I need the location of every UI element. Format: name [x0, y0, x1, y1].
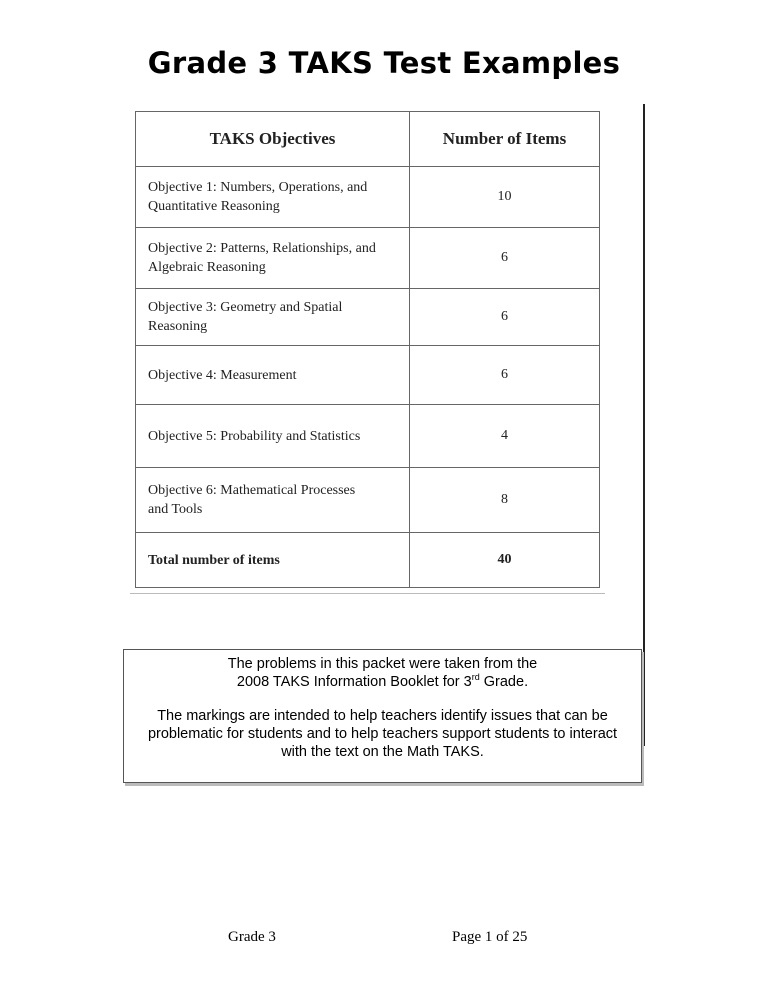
objective-line: Objective 5: Probability and Statistics	[148, 428, 361, 444]
objective-line: Objective 2: Patterns, Relationships, and	[148, 241, 376, 256]
header-number-of-items: Number of Items	[410, 112, 600, 167]
items-cell: 6	[410, 228, 600, 289]
table-row	[136, 228, 600, 289]
items-cell: 6	[410, 289, 600, 346]
info-line: The markings are intended to help teachers identify issues that can be	[157, 708, 608, 724]
items-cell: 4	[410, 405, 600, 468]
items-cell: 6	[410, 346, 600, 405]
header-objectives: TAKS Objectives	[136, 112, 410, 167]
table-total-row	[136, 533, 600, 588]
page-title: Grade 3 TAKS Test Examples	[147, 46, 621, 80]
objective-line: and Tools	[148, 502, 203, 517]
table-row	[136, 346, 600, 405]
objective-line: Objective 1: Numbers, Operations, and	[148, 180, 368, 195]
info-line: problematic for students and to help teachers support students to interact	[147, 726, 618, 742]
items-cell: 8	[410, 468, 600, 533]
table-row	[136, 405, 600, 468]
objective-cell	[136, 346, 410, 405]
objective-cell	[136, 167, 410, 228]
objective-line: Reasoning	[148, 319, 208, 334]
table-row	[136, 167, 600, 228]
table-header-row	[136, 112, 600, 167]
total-label: Total number of items	[136, 533, 410, 588]
objective-cell	[136, 289, 410, 346]
info-line: Grade.	[479, 674, 529, 690]
ordinal-suffix: rd	[471, 672, 480, 682]
info-line: The problems in this packet were taken from the	[227, 656, 538, 672]
objective-line: Objective 4: Measurement	[148, 367, 297, 383]
objective-line: Objective 3: Geometry and Spatial	[148, 300, 343, 315]
total-items: 40	[410, 533, 600, 588]
info-line: with the text on the Math TAKS.	[281, 744, 484, 760]
info-box	[123, 649, 642, 783]
info-paragraph-source	[124, 650, 641, 691]
page-edge-line	[643, 104, 645, 746]
objective-cell	[136, 405, 410, 468]
footer-grade: Grade 3	[228, 929, 276, 945]
table-row	[136, 468, 600, 533]
items-cell: 10	[410, 167, 600, 228]
objective-cell	[136, 468, 410, 533]
footer-page-number: Page 1 of 25	[452, 929, 528, 945]
objective-line: Objective 6: Mathematical Processes	[148, 483, 356, 498]
objectives-table	[135, 111, 600, 588]
info-paragraph-markings	[124, 691, 641, 761]
objective-line: Quantitative Reasoning	[148, 199, 280, 214]
objective-line: Algebraic Reasoning	[148, 260, 266, 275]
table-row	[136, 289, 600, 346]
objective-cell	[136, 228, 410, 289]
info-line: 2008 TAKS Information Booklet for 3	[236, 674, 472, 690]
